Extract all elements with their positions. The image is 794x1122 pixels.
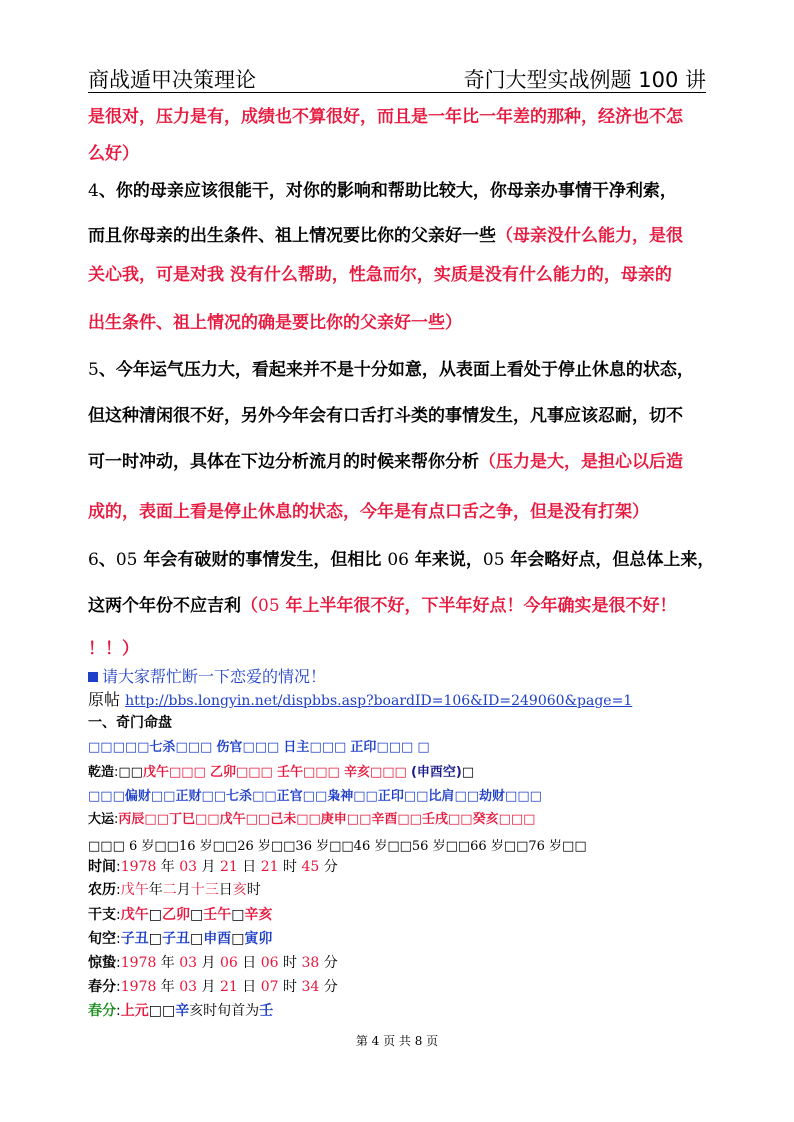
chart-segment: 辛亥 [343, 765, 370, 780]
chart-segment: □□□ 6 岁□□16 岁□□26 岁□□36 岁□□46 岁□□56 岁□□66 岁□□76 岁□□ [88, 839, 587, 854]
chart-segment: 子丑 [120, 931, 149, 947]
chart-segment: 时 [278, 979, 302, 995]
chart-segment: (申酉空) [410, 765, 462, 780]
chart-segment: 正印 [350, 740, 377, 755]
chart-segment: 21 [220, 859, 238, 875]
chart-segment: 1978 [120, 859, 157, 875]
chart-segment: 壬午 [203, 907, 232, 923]
chart-segment: : [116, 979, 121, 995]
section-title: 请大家帮忙断一下恋爱的情况！ [102, 667, 327, 686]
chart-segment: 1978 [120, 979, 157, 995]
chart-segment: 上元 [120, 1003, 149, 1019]
chart-segment: □□ [346, 812, 372, 827]
paragraph-line-6 [88, 312, 712, 334]
paragraph-segment: 可一时冲动，具体在下边分析流月的时候来帮你分析 [88, 452, 479, 472]
chart-segment: 戊午 [219, 812, 246, 827]
chart-segment: □ [189, 931, 204, 947]
chart-segment: □□□ [175, 740, 217, 755]
chart-segment: 日 [237, 979, 261, 995]
chart-line-4 [88, 811, 712, 829]
paragraph-segment: 4 [88, 181, 99, 201]
chart-segment: □□□ [505, 789, 542, 804]
chart-segment: 春分 [88, 979, 116, 995]
chart-segment: □ [231, 907, 245, 923]
chart-line-8 [88, 906, 712, 924]
chart-line-9 [88, 930, 712, 948]
chart-segment: 03 [179, 859, 198, 875]
chart-segment: 38 [301, 955, 320, 971]
page-footer: 第 4 页 共 8 页 [355, 1034, 439, 1048]
chart-segment: 戊午 [142, 765, 169, 780]
paragraph-segment: 05 [258, 596, 280, 616]
paragraph-line-11 [88, 549, 715, 571]
chart-segment: □□□ [242, 740, 284, 755]
chart-segment: : [116, 931, 121, 947]
chart-segment: : [116, 882, 121, 898]
chart-segment: □□□ [498, 812, 536, 827]
chart-segment: 申酉 [203, 931, 232, 947]
chart-segment: 正财 [175, 789, 202, 804]
paragraph-segment: 出生条件、祖上情况的确是要比你的父亲好一些） [88, 313, 462, 333]
chart-segment: 子丑 [161, 931, 190, 947]
chart-segment: 06 [220, 955, 238, 971]
chart-segment: 丁巳 [169, 812, 196, 827]
chart-segment: 七杀 [149, 740, 176, 755]
chart-segment: 庚申 [320, 812, 347, 827]
chart-segment: 03 [179, 979, 198, 995]
paragraph-segment: 6 [88, 550, 99, 570]
chart-segment: : [114, 812, 119, 827]
chart-segment: : [116, 907, 121, 923]
chart-segment: □□ [201, 789, 227, 804]
chart-segment: 壬午 [276, 765, 303, 780]
chart-segment: 21 [220, 979, 238, 995]
chart-segment: 丙辰 [118, 812, 145, 827]
chart-segment: □□ [403, 789, 429, 804]
chart-segment: 年 [156, 859, 180, 875]
paragraph-line-5 [88, 264, 712, 286]
paragraph-segment: 而且你母亲的出生条件、祖上情况要比你的父亲好一些 [88, 226, 496, 246]
chart-segment: 年 [156, 955, 180, 971]
paragraph-line-12 [88, 595, 712, 617]
chart-segment: 壬 [259, 1003, 274, 1019]
paragraph-line-13 [88, 638, 712, 660]
chart-segment: 月 [197, 955, 220, 971]
paragraph-segment: （ [241, 596, 258, 616]
chart-segment: 劫财 [479, 789, 506, 804]
paragraph-line-2 [88, 143, 712, 165]
chart-segment: □□ [353, 789, 378, 804]
chart-segment: 时间 [88, 859, 116, 875]
chart-segment: 十三 [190, 882, 219, 898]
chart-segment: 月 [197, 859, 220, 875]
chart-line-10 [88, 954, 712, 972]
source-label: 原帖 [88, 690, 121, 709]
paragraph-segment: ！！） [88, 639, 139, 659]
chart-segment: □□□ [369, 765, 411, 780]
paragraph-segment: （母亲没什么能力，是很 [496, 226, 683, 246]
chart-segment: 分 [319, 979, 338, 995]
paragraph-line-8 [88, 405, 712, 427]
chart-segment: □□ [302, 789, 328, 804]
chart-line-11 [88, 978, 712, 996]
chart-heading: 一、奇门命盘 [88, 715, 172, 731]
source-link[interactable]: http://bbs.longyin.net/dispbbs.asp?boardID=106&ID=249060&page=1 [125, 693, 633, 709]
square-bullet-icon [88, 672, 98, 682]
chart-segment: □□ [245, 812, 271, 827]
paragraph-segment: 么好） [88, 144, 139, 164]
chart-segment: 乙卯 [209, 765, 236, 780]
chart-segment: 乾造 [88, 765, 115, 780]
chart-segment: 正印 [377, 789, 404, 804]
chart-segment: 亥 [232, 882, 247, 898]
chart-segment: □□□ [235, 765, 277, 780]
chart-segment: 干支 [88, 907, 116, 923]
chart-segment: □□□ [302, 765, 344, 780]
paragraph-segment: 、 [98, 550, 116, 570]
chart-segment: 亥时旬首为 [189, 1003, 260, 1019]
chart-segment: 农历 [88, 882, 116, 898]
chart-segment: 正官 [276, 789, 303, 804]
chart-segment: 1978 [120, 955, 157, 971]
chart-segment: 寅卯 [244, 931, 273, 947]
chart-segment: 壬戌 [421, 812, 448, 827]
chart-segment: 月 [176, 882, 191, 898]
chart-segment: □□ [397, 812, 422, 827]
chart-segment: 戊午 [120, 882, 149, 898]
chart-segment: 时 [278, 955, 302, 971]
chart-segment: 辛亥 [244, 907, 273, 923]
chart-segment: 21 [260, 859, 279, 875]
chart-segment: 戊午 [120, 907, 149, 923]
paragraph-line-1 [88, 106, 712, 128]
paragraph-segment: 年上半年很不好，下半年好点！今年确实是很不好！ [279, 596, 677, 616]
chart-segment: 辛酉 [371, 812, 398, 827]
chart-segment: □ [148, 931, 162, 947]
chart-segment: 枭神 [327, 789, 354, 804]
chart-segment: □□□ □ [376, 740, 430, 755]
chart-segment: □□ [296, 812, 321, 827]
paragraph-segment: 5 [88, 360, 99, 380]
chart-segment: 年 [148, 882, 163, 898]
paragraph-segment: 成的，表面上看是停止休息的状态，今年是有点口舌之争，但是没有打架） [88, 502, 649, 522]
paragraph-segment: 、你的母亲应该很能干，对你的影响和帮助比较大，你母亲办事情干净利索， [98, 181, 677, 201]
chart-segment: 年 [156, 979, 180, 995]
paragraph-segment: 06 [387, 550, 409, 570]
header-left-title: 商战遁甲决策理论 [88, 68, 256, 92]
chart-segment: □□ [447, 812, 473, 827]
chart-segment: 时 [278, 859, 302, 875]
chart-segment: □□□□□ [88, 740, 150, 755]
chart-segment: 日 [237, 859, 261, 875]
page-header [88, 62, 706, 93]
paragraph-line-9 [88, 451, 712, 473]
chart-segment: 日 [237, 955, 261, 971]
chart-segment: 癸亥 [472, 812, 499, 827]
chart-segment: 07 [260, 979, 279, 995]
chart-segment: □□ [148, 1003, 176, 1019]
chart-segment: □□□ [309, 740, 351, 755]
paragraph-segment: 是很对，压力是有，成绩也不算很好，而且是一年比一年差的那种，经济也不怎 [88, 107, 683, 127]
chart-line-7 [88, 881, 712, 899]
chart-segment: : [116, 955, 121, 971]
paragraph-segment: 、今年运气压力大，看起来并不是十分如意，从表面上看处于停止休息的状态， [98, 360, 694, 380]
chart-segment: 春分 [88, 1003, 116, 1019]
chart-segment: □□ [454, 789, 480, 804]
section-heading [88, 667, 326, 687]
chart-segment: 月 [197, 979, 220, 995]
chart-segment: □□ [144, 812, 169, 827]
chart-segment: □ [231, 931, 245, 947]
paragraph-line-10 [88, 501, 712, 523]
chart-segment: □□□ [168, 765, 210, 780]
chart-segment: 分 [319, 955, 338, 971]
paragraph-segment: 年会有破财的事情发生，但相比 [137, 550, 388, 570]
chart-segment: 日 [218, 882, 233, 898]
paragraph-segment: 关心我，可是对我 没有什么帮助，性急而尔，实质是没有什么能力的，母亲的 [88, 265, 672, 285]
paragraph-line-3 [88, 180, 712, 202]
chart-segment: 惊蛰 [88, 955, 116, 971]
chart-segment: 34 [301, 979, 320, 995]
chart-segment: 伤官 [216, 740, 243, 755]
chart-line-1 [88, 739, 712, 757]
chart-segment: 45 [301, 859, 320, 875]
chart-segment: □□ [195, 812, 220, 827]
paragraph-segment: 05 [115, 550, 138, 570]
chart-line-6 [88, 858, 712, 876]
chart-line-2 [88, 764, 712, 782]
chart-line-5 [88, 838, 712, 856]
chart-segment: : [116, 1003, 121, 1019]
paragraph-segment: 年来说， [408, 550, 483, 570]
paragraph-segment: 这两个年份不应吉利 [88, 596, 241, 616]
paragraph-line-4 [88, 225, 712, 247]
chart-segment: □ [189, 907, 204, 923]
chart-segment: □ [148, 907, 162, 923]
chart-segment: □□ [252, 789, 277, 804]
chart-segment: 乙卯 [161, 907, 190, 923]
chart-segment: 日主 [283, 740, 310, 755]
source-line [88, 690, 632, 711]
chart-segment: 旬空 [88, 931, 116, 947]
chart-segment: □□□ [88, 789, 125, 804]
chart-segment: 比肩 [428, 789, 455, 804]
chart-segment: 分 [319, 859, 338, 875]
paragraph-line-7 [88, 359, 712, 381]
paragraph-segment: 年会略好点，但总体上来， [504, 550, 715, 570]
chart-segment: 偏财 [124, 789, 151, 804]
chart-segment: 03 [179, 955, 198, 971]
chart-segment: 二 [162, 882, 177, 898]
chart-segment: :□□ [114, 765, 143, 780]
chart-segment: □□ [150, 789, 176, 804]
chart-segment: : [116, 859, 121, 875]
paragraph-segment: 05 [482, 550, 505, 570]
chart-segment: 七杀 [226, 789, 253, 804]
header-right-title: 奇门大型实战例题 100 讲 [463, 68, 706, 92]
chart-line-12 [88, 1002, 712, 1020]
chart-segment: □ [461, 765, 475, 780]
paragraph-segment: 但这种清闲很不好，另外今年会有口舌打斗类的事情发生，凡事应该忍耐，切不 [88, 406, 683, 426]
chart-segment: 大运 [88, 812, 115, 827]
chart-segment: 己未 [270, 812, 297, 827]
chart-segment: 辛 [175, 1003, 190, 1019]
chart-line-3 [88, 788, 712, 806]
chart-segment: 时 [246, 882, 261, 898]
chart-segment: 06 [260, 955, 279, 971]
paragraph-segment: （压力是大，是担心以后造 [479, 452, 683, 472]
